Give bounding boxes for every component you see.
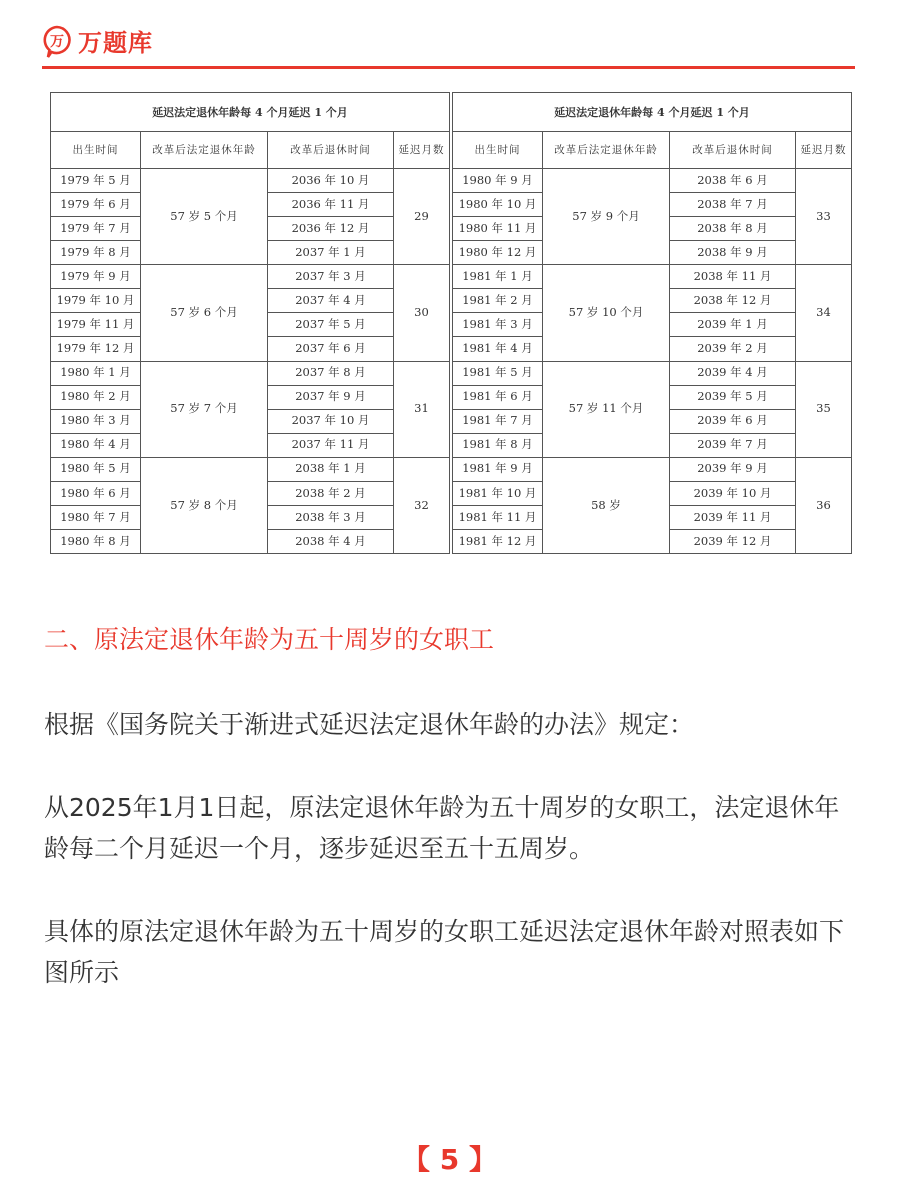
retirement-table-left — [50, 92, 450, 554]
delay-cell: 33 — [796, 169, 852, 265]
retire-cell: 2038 年 1 月 — [268, 457, 394, 481]
retire-cell: 2037 年 6 月 — [268, 337, 394, 361]
delay-cell: 31 — [394, 361, 450, 457]
table-row — [453, 361, 852, 385]
birth-cell: 1981 年 7 月 — [453, 409, 543, 433]
brand-name: 万题库 — [78, 28, 153, 57]
delay-cell: 29 — [394, 169, 450, 265]
birth-cell: 1979 年 9 月 — [51, 265, 141, 289]
table-row — [453, 265, 852, 289]
birth-cell: 1979 年 7 月 — [51, 217, 141, 241]
table-row — [51, 457, 450, 481]
birth-cell: 1980 年 9 月 — [453, 169, 543, 193]
birth-cell: 1980 年 11 月 — [453, 217, 543, 241]
age-cell: 57 岁 5 个月 — [141, 169, 268, 265]
delay-cell: 30 — [394, 265, 450, 361]
age-cell: 57 岁 6 个月 — [141, 265, 268, 361]
birth-cell: 1981 年 5 月 — [453, 361, 543, 385]
delay-cell: 32 — [394, 457, 450, 553]
retire-cell: 2036 年 10 月 — [268, 169, 394, 193]
birth-cell: 1981 年 2 月 — [453, 289, 543, 313]
retire-cell: 2039 年 12 月 — [670, 529, 796, 553]
birth-cell: 1979 年 5 月 — [51, 169, 141, 193]
birth-cell: 1980 年 4 月 — [51, 433, 141, 457]
birth-cell: 1980 年 3 月 — [51, 409, 141, 433]
retire-cell: 2038 年 9 月 — [670, 241, 796, 265]
retire-cell: 2036 年 11 月 — [268, 193, 394, 217]
retire-cell: 2038 年 6 月 — [670, 169, 796, 193]
birth-cell: 1980 年 8 月 — [51, 529, 141, 553]
col-header-age: 改革后法定退休年龄 — [543, 132, 670, 169]
age-cell: 57 岁 8 个月 — [141, 457, 268, 553]
paragraph-rule: 从2025年1月1日起，原法定退休年龄为五十周岁的女职工，法定退休年龄每二个月延迟一个月，逐步延迟至五十五周岁。 — [44, 793, 840, 863]
delay-cell: 35 — [796, 361, 852, 457]
birth-cell: 1980 年 1 月 — [51, 361, 141, 385]
col-header-age: 改革后法定退休年龄 — [141, 132, 268, 169]
birth-cell: 1981 年 1 月 — [453, 265, 543, 289]
table-title: 延迟法定退休年龄每 4 个月延迟 1 个月 — [453, 93, 852, 132]
birth-cell: 1981 年 10 月 — [453, 481, 543, 505]
paragraph-reference: 具体的原法定退休年龄为五十周岁的女职工延迟法定退休年龄对照表如下图所示 — [44, 917, 845, 987]
birth-cell: 1980 年 6 月 — [51, 481, 141, 505]
birth-cell: 1980 年 10 月 — [453, 193, 543, 217]
table-row — [453, 457, 852, 481]
table-row — [51, 169, 450, 193]
age-cell: 57 岁 11 个月 — [543, 361, 670, 457]
delay-cell: 36 — [796, 457, 852, 553]
retirement-tables — [50, 92, 850, 554]
retirement-table-right — [452, 92, 852, 554]
col-header-birth: 出生时间 — [51, 132, 141, 169]
birth-cell: 1981 年 4 月 — [453, 337, 543, 361]
logo-glyph: 万 — [50, 34, 64, 50]
col-header-retire-time: 改革后退休时间 — [670, 132, 796, 169]
col-header-delay: 延迟月数 — [796, 132, 852, 169]
birth-cell: 1981 年 3 月 — [453, 313, 543, 337]
birth-cell: 1981 年 11 月 — [453, 505, 543, 529]
col-header-delay: 延迟月数 — [394, 132, 450, 169]
retire-cell: 2039 年 2 月 — [670, 337, 796, 361]
header-divider — [42, 66, 855, 69]
page-number: 【 5 】 — [402, 1143, 497, 1176]
age-cell: 57 岁 9 个月 — [543, 169, 670, 265]
retire-cell: 2036 年 12 月 — [268, 217, 394, 241]
birth-cell: 1979 年 12 月 — [51, 337, 141, 361]
birth-cell: 1980 年 2 月 — [51, 385, 141, 409]
retire-cell: 2038 年 8 月 — [670, 217, 796, 241]
table-row — [51, 265, 450, 289]
retire-cell: 2039 年 7 月 — [670, 433, 796, 457]
retire-cell: 2038 年 4 月 — [268, 529, 394, 553]
birth-cell: 1979 年 11 月 — [51, 313, 141, 337]
table-row — [453, 169, 852, 193]
retire-cell: 2039 年 1 月 — [670, 313, 796, 337]
retire-cell: 2039 年 5 月 — [670, 385, 796, 409]
retire-cell: 2039 年 10 月 — [670, 481, 796, 505]
retire-cell: 2038 年 12 月 — [670, 289, 796, 313]
birth-cell: 1980 年 12 月 — [453, 241, 543, 265]
table-title: 延迟法定退休年龄每 4 个月延迟 1 个月 — [51, 93, 450, 132]
birth-cell: 1980 年 7 月 — [51, 505, 141, 529]
retire-cell: 2037 年 3 月 — [268, 265, 394, 289]
birth-cell: 1981 年 9 月 — [453, 457, 543, 481]
delay-cell: 34 — [796, 265, 852, 361]
retire-cell: 2039 年 6 月 — [670, 409, 796, 433]
birth-cell: 1981 年 12 月 — [453, 529, 543, 553]
retire-cell: 2039 年 11 月 — [670, 505, 796, 529]
age-cell: 57 岁 7 个月 — [141, 361, 268, 457]
section-heading: 二、原法定退休年龄为五十周岁的女职工 — [44, 625, 495, 654]
birth-cell: 1979 年 10 月 — [51, 289, 141, 313]
retire-cell: 2039 年 9 月 — [670, 457, 796, 481]
birth-cell: 1981 年 6 月 — [453, 385, 543, 409]
retire-cell: 2037 年 5 月 — [268, 313, 394, 337]
col-header-birth: 出生时间 — [453, 132, 543, 169]
paragraph-regulation: 根据《国务院关于渐进式延迟法定退休年龄的办法》规定： — [44, 710, 695, 739]
retire-cell: 2037 年 9 月 — [268, 385, 394, 409]
retire-cell: 2037 年 8 月 — [268, 361, 394, 385]
brand-header — [42, 20, 153, 60]
col-header-retire-time: 改革后退休时间 — [268, 132, 394, 169]
retire-cell: 2038 年 7 月 — [670, 193, 796, 217]
retire-cell: 2037 年 4 月 — [268, 289, 394, 313]
table-row — [51, 361, 450, 385]
retire-cell: 2037 年 1 月 — [268, 241, 394, 265]
retire-cell: 2038 年 2 月 — [268, 481, 394, 505]
birth-cell: 1981 年 8 月 — [453, 433, 543, 457]
birth-cell: 1979 年 6 月 — [51, 193, 141, 217]
retire-cell: 2039 年 4 月 — [670, 361, 796, 385]
retire-cell: 2037 年 11 月 — [268, 433, 394, 457]
age-cell: 58 岁 — [543, 457, 670, 553]
retire-cell: 2038 年 3 月 — [268, 505, 394, 529]
birth-cell: 1979 年 8 月 — [51, 241, 141, 265]
retire-cell: 2038 年 11 月 — [670, 265, 796, 289]
age-cell: 57 岁 10 个月 — [543, 265, 670, 361]
birth-cell: 1980 年 5 月 — [51, 457, 141, 481]
retire-cell: 2037 年 10 月 — [268, 409, 394, 433]
wan-logo-icon — [42, 25, 72, 55]
